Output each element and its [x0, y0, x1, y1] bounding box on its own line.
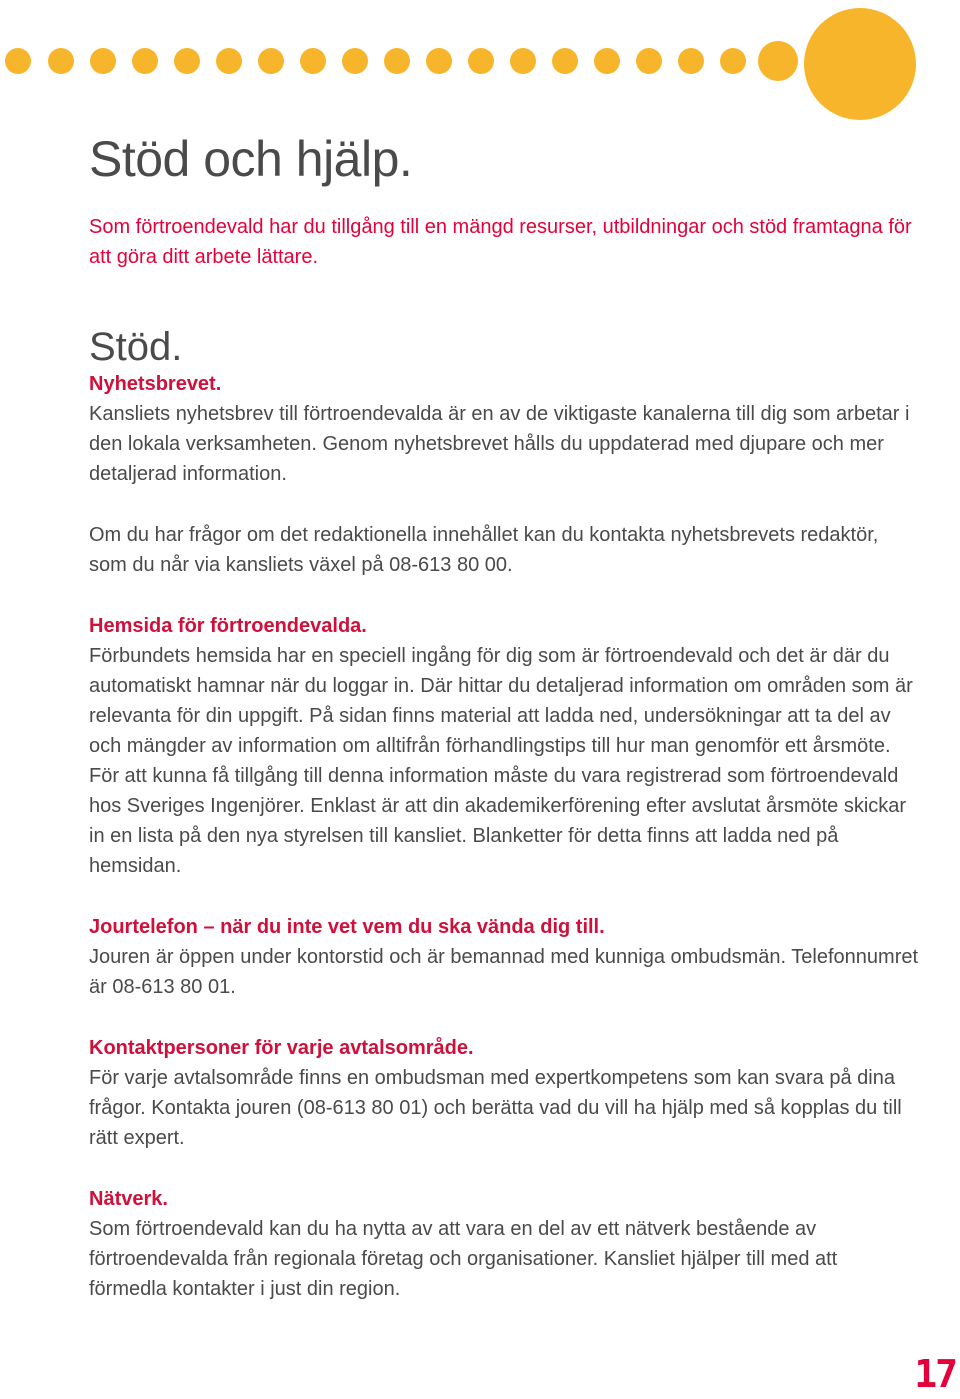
decorative-dot-large	[804, 8, 916, 120]
block-heading: Kontaktpersoner för varje avtalsområde.	[89, 1037, 474, 1059]
decorative-dot	[510, 48, 536, 74]
decorative-dot	[90, 48, 116, 74]
decorative-dot	[300, 48, 326, 74]
block-website	[89, 611, 919, 881]
decorative-dot	[720, 48, 746, 74]
decorative-dot	[216, 48, 242, 74]
block-paragraph: Förbundets hemsida har en speciell ingång för dig som är förtroendevald och det är där du automatiskt hamnar när du loggar in. Där hittar du detaljerad information om områden som är relevanta för din uppgift. På sidan finns material att ladda ned, undersökningar att ta del av och mängder av information om alltifrån förhandlingstips till hur man genomför ett årsmöte. För att kunna få tillgång till denna information måste du vara registrerad som förtroendevald hos Sveriges Ingenjörer. Enklast är att din akademikerförening efter avslutat årsmöte skickar in en lista på den nya styrelsen till kansliet. Blanketter för detta finns att ladda ned på hemsidan.	[89, 645, 913, 877]
block-paragraph: Om du har frågor om det redaktionella innehållet kan du kontakta nyhetsbrevets redaktör, som du når via kansliets växel på 08-613 80 00.	[89, 524, 879, 576]
block-hotline	[89, 912, 919, 1002]
decorative-dot	[174, 48, 200, 74]
decorative-dots-row	[0, 0, 960, 130]
decorative-dot	[426, 48, 452, 74]
intro-text: Som förtroendevald har du tillgång till en mängd resurser, utbildningar och stöd framtagna för att göra ditt arbete lättare.	[89, 216, 912, 268]
block-paragraph: Som förtroendevald kan du ha nytta av att vara en del av ett nätverk bestående av förtroendevalda från regionala företag och organisationer. Kansliet hjälper till med att förmedla kontakter i just din region.	[89, 1218, 838, 1300]
section-title: Stöd.	[89, 325, 183, 369]
page-number: 17	[914, 1352, 956, 1396]
decorative-dot	[48, 48, 74, 74]
page-title: Stöd och hjälp.	[89, 131, 413, 187]
block-heading: Nätverk.	[89, 1188, 168, 1210]
block-newsletter	[89, 369, 919, 580]
decorative-dot	[552, 48, 578, 74]
decorative-dot	[636, 48, 662, 74]
block-paragraph: Jouren är öppen under kontorstid och är bemannad med kunniga ombudsmän. Telefonnumret är 08-613 80 01.	[89, 946, 919, 998]
decorative-dot	[594, 48, 620, 74]
decorative-dot	[678, 48, 704, 74]
decorative-dot	[384, 48, 410, 74]
block-heading: Jourtelefon – när du inte vet vem du ska vända dig till.	[89, 916, 605, 938]
block-heading: Nyhetsbrevet.	[89, 373, 222, 395]
decorative-dot	[258, 48, 284, 74]
block-paragraph: För varje avtalsområde finns en ombudsman med expertkompetens som kan svara på dina frågor. Kontakta jouren (08-613 80 01) och berätta vad du vill ha hjälp med så kopplas du till rätt expert.	[89, 1067, 902, 1149]
page-content	[89, 128, 919, 1304]
decorative-dot	[758, 41, 798, 81]
block-network	[89, 1184, 919, 1304]
decorative-dot	[342, 48, 368, 74]
decorative-dot	[5, 48, 31, 74]
block-contact-persons	[89, 1033, 919, 1153]
decorative-dot	[468, 48, 494, 74]
block-heading: Hemsida för förtroendevalda.	[89, 615, 367, 637]
decorative-dot	[132, 48, 158, 74]
block-paragraph: Kansliets nyhetsbrev till förtroendevalda är en av de viktigaste kanalerna till dig som arbetar i den lokala verksamheten. Genom nyhetsbrevet hålls du uppdaterad med djupare och mer detaljerad information.	[89, 403, 910, 485]
